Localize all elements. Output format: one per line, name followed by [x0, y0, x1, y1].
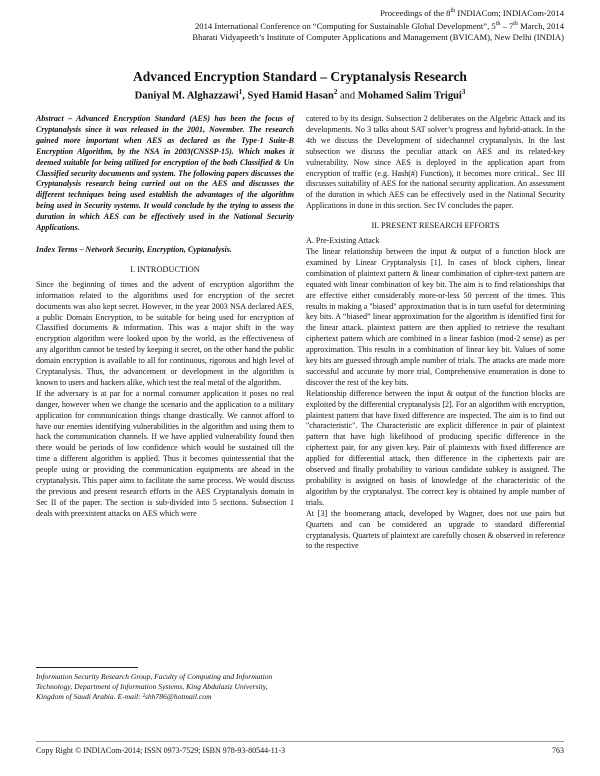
page-footer [36, 746, 564, 755]
subsection-heading: A. Pre-Existing Attack [306, 236, 380, 246]
author-3: Mohamed Salim Trigui [357, 90, 462, 102]
header-line-conference: 2014 International Conference on “Computing for Sustainable Global Development”, 5th – 7th March, 2014 [195, 20, 564, 31]
abstract: Abstract – Advanced Encryption Standard (AES) has been the focus of Cryptanalysis since it was released in the 2001, November. The research gained more important when AES as declared as the Type-1 Suite-B Encryption Algorithm, by the NSA in 2003(CNSSP-15). Which makes it deemed suitable for being utilized for encryption of the both Classified & Un Classified security documents and system. The following papers discusses the Cryptanalysis research being carried out on the AES and discusses the different techniques being used establish the advantages of the algorithm being used in Security systems. It would conclude by the trying to assess the duration in which AES can be effectively used in the National Security Applications. [36, 114, 294, 233]
paragraph: If the adversary is at par for a normal consumer application it poses no real danger, however when we change the scenario and the application to a military application for communication things change drastically. We cannot afford to have our enemies identifying vulnerabilities in the algorithm and using them to hack the communication channels. If we have applied vulnerability found then there would be periods of low confidence which would be sustained till the time a different algorithm is applied. Thus it becomes quintessential that the people using or providing the communication equipments are ahead in the cryptanalysis. This paper aims to facilitate the same process. We would discuss the previous and present research efforts in the AES Cryptanalysis domain in Sec II of the paper. The section is sub-divided into 5 sections. Subsection 1 deals with preexistent attacks on AES which were [36, 388, 294, 518]
right-column [306, 114, 565, 552]
author-1: Daniyal M. Alghazzawi [134, 90, 239, 102]
affiliation-footnote: Information Security Research Group, Faculty of Computing and Information Technology, Department of Information Systems, King Abdulaziz University, Kingdom of Saudi Arabia. E-mail: ²shh786@hotmail.com [36, 672, 273, 701]
author-2: Syed Hamid Hasan [247, 90, 334, 102]
paragraph: catered to by its design. Subsection 2 deliberates on the Algebric Attack and its developments. No 3 talks about SAT solver’s progress and hybrid-attack. In the 4th we discuss the Development of sidechannel cryptanalysis. In the last subsection we discuss the peculiar attack on AES and its related-key vulnerability. Now since AES is deployed in the application apart from encryption of traffic (e.g. Hash(#) Function), it becomes more critical.. Sec III discusses suitability of AES for the national security application. An assessment of the duration in which AES can be effectively used in the National Security Applications in done in this section. Sec IV concludes the paper. [306, 114, 565, 211]
section-heading-present-research: II. PRESENT RESEARCH EFFORTS [371, 221, 500, 231]
conference-header [44, 6, 564, 43]
header-line-institute: Bharati Vidyapeeth’s Institute of Computer Applications and Management (BVICAM), New Delhi (INDIA) [192, 31, 564, 42]
paragraph: The linear relationship between the input & output of a function block are examined by Linear Cryptanalysis [1]. In cases of block ciphers, linear combination of plaintext pattern & linear combination of cipher-text pattern are equated with linear combination of key bit. The aim is to find relationships that are effective either considerably more-or-less 50 percent of the times. This results in making a "biased" approximation that is in turn useful for determining key bits. A “biased” linear approximation for the algorithm is identified first for the linear attack. plaintext pattern are then applied to retrieve the resultant ciphertext pattern which are combined in a linear fashion (mod-2 sense) as per approximation. This results in a combination of linear key bit. Values of some key bits are guessed through ample number of trials. The attacks are made more successful and accurate by more trial, Comprehensive enumeration is done to discover the rest of the key bits. [306, 246, 565, 387]
header-line-proceedings: Proceedings of the 8th INDIACom; INDIACom-2014 [380, 7, 564, 18]
paragraph: Relationship difference between the input & output of the function blocks are exploited by the differential cryptanalysis [2]. For an algorithm with encryption, plaintext pattern that have fixed difference are inspected. The aim is to find out "characteristic". The Characteristic are explicit difference in pair of plaintext pattern that have high likelihood of producing specific difference in the ciphertext pair, for any given key. Pair of plaintexts with fixed difference are applied for differential attack, then difference in the ciphertexts pair are observed and finally probability to various candidate subkey is assigned. The probability is assigned on basis of knowledge of the characteristic of the algorithm by the cryptanalyst. The correct key is obtained by ample number of trials. [306, 388, 565, 507]
footer-divider [36, 741, 564, 742]
author-list: Daniyal M. Alghazzawi$^1$, Syed Hamid Hasan$^2$ and Mohamed Salim Trigui$^3$ [134, 88, 466, 102]
left-column [36, 114, 294, 520]
paragraph: At [3] the boomerang attack, developed by Wagner, does not use pairs but Quartets and can be considered an upgrade to standard differential cryptanalysis. Quartets of plaintext are carefully chosen & observed in reference to the respective [306, 508, 565, 551]
copyright-line: Copy Right © INDIACom-2014; ISSN 0973-7529; ISBN 978-93-80544-11-3 [36, 746, 286, 755]
paragraph: Since the beginning of times and the advent of encryption algorithm the information related to the algorithms used for encryption of the secret documents was also kept secret. However, in the year 2003 NSA declared AES, a public Domain Encryption, to be suitable for being used for encryption of Classified documents & information. This was a major shift in the way encryption algorithm were looked upon by the world, as the effectiveness of any algorithm cannot be tested by keeping it secret, on the other hand the public domain encryption is available to all for continuous, rigorous and high level of Cryptanalysis. Thus, the advancement or development in the algorithm is known to users and hackers alike, which test the real metal of the algorithm. [36, 279, 294, 387]
page-number: 763 [552, 746, 564, 755]
index-terms: Index Terms – Network Security, Encryption, Cyptanalysis. [36, 244, 232, 254]
paper-title: Advanced Encryption Standard – Cryptanalysis Research [133, 69, 467, 84]
section-heading-introduction: I. INTRODUCTION [130, 264, 200, 274]
footnote-divider [36, 667, 138, 668]
